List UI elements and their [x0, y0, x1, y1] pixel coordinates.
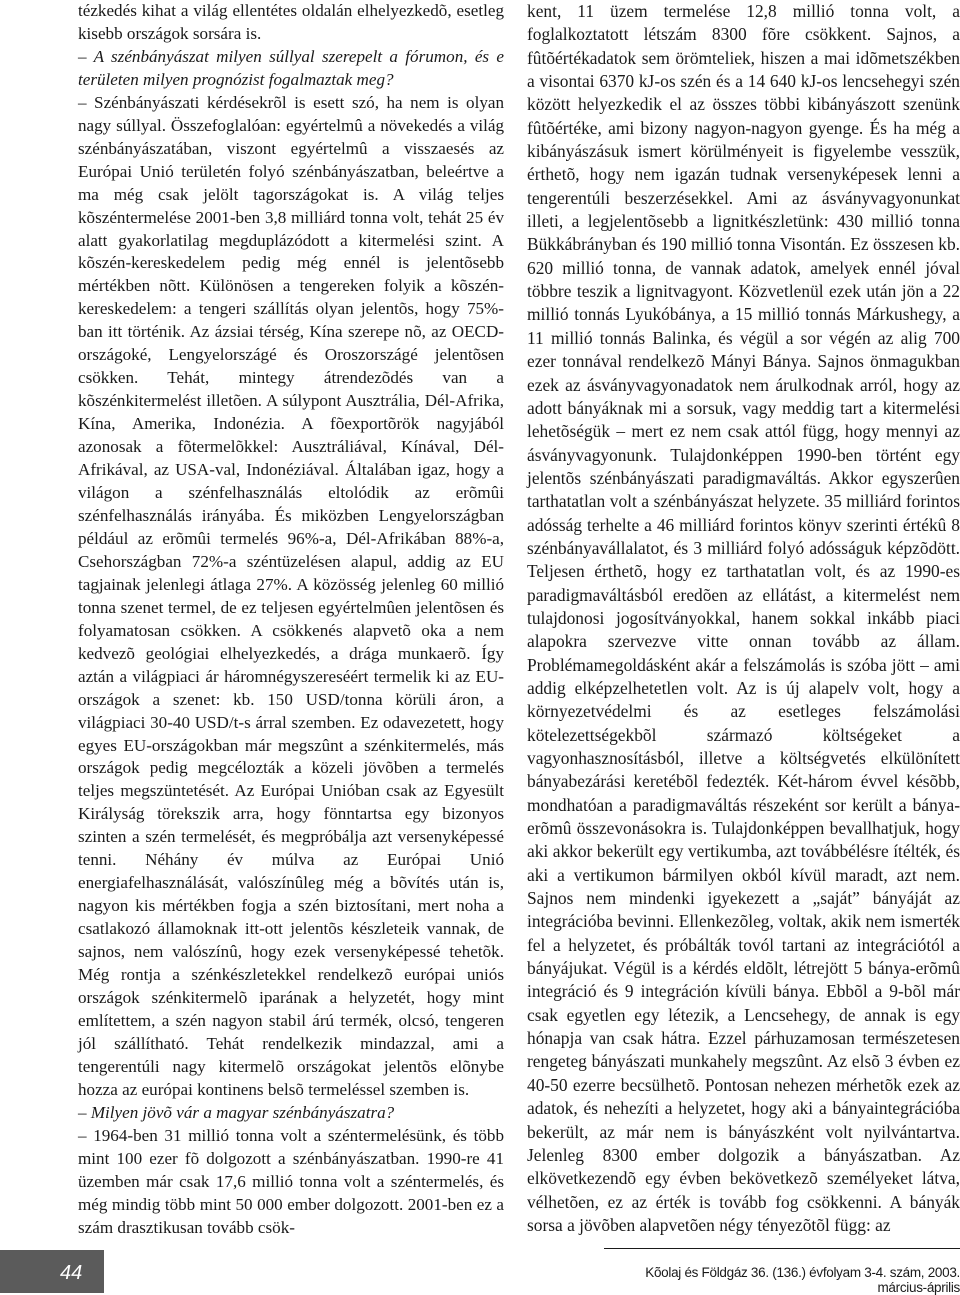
- right-text-column: [527, 0, 960, 1237]
- page-number: 44: [60, 1262, 83, 1284]
- paragraph: – 1964-ben 31 millió tonna volt a széntermelésünk, és több mint 100 ezer fõ dolgozott a szénbányászatban. 1990-re 41 üzemben már csak 17,6 millió tonna volt a széntermelés, és még mindig több mint 50 000 ember dolgozott. 2001-ben ez a szám drasztikusan tovább csök-: [78, 1125, 504, 1237]
- footer-rule: [604, 1248, 960, 1249]
- paragraph: kent, 11 üzem termelése 12,8 millió tonna volt, a foglalkoztatott létszám 8300 fõre csökkent. Sajnos, a fûtõértékadatok sem örömteliek, hiszen a mai idõmetszékben a visontai 6370 kJ-os szén és a 14 640 kJ-os lencsehegyi szén között helyezkedik el az összes többi kibányászott szenünk fûtõértéke, ami bizony nagyon-nagyon gyenge. És ha még a kibányászásuk ismert körülményeit is figyelembe vesszük, érthetõ, hogy nem igazán tudnak versenyképesek lenni a tengerentúli beszerzésekkel. Ami az ásványvagyonunkat illeti, a legjelentõsebb a lignitkészletünk: 430 millió tonna Bükkábrányban és 190 millió tonna Visontán. Ez összesen kb. 620 millió tonna, de vannak adatok, amelyek ennél jóval többre teszik a lignitvagyont. Közvetlenül ezek után jön a 22 millió tonnás Lyukóbánya, a 15 millió tonnás Márkushegy, a 11 millió tonnás Balinka, és végül a sor végén az alig 700 ezer tonnával rendelkezõ Mányi Bánya. Sajnos önmagukban ezek az ásványvagyonadatok nem árulkodnak arról, hogy az adott bányáknak mi a sorsuk, vagy meddig tart a kitermelési lehetõségük – mert ez nem csak attól függ, hogy mennyi az ásványvagyonunk. Tulajdonképpen 1990-ben történt egy jelentõs szénbányászati paradigmaváltás. Akkor egyszerûen tarthatatlan volt a szénbányászat helyzete. 35 milliárd forintos adósság terhelte a 46 milliárd forintos könyv szerinti értékû 8 szénbányavállalatot, és 3 milliárd folyó adósságuk képzõdött. Teljesen érthetõ, hogy ez tarthatatlan volt, és az 1990-es paradigmaváltásból eredõen az ellátást, a kitermelést nem tulajdonosi jogosítványokkal, hanem sokkal inkább piaci alapokra szervezve vitte onnan tovább az állam. Problémamegoldásként akár a felszámolás is szóba jött – ami addig elképzelhetetlen volt. Az is új alapelv volt, hogy a környezetvédelmi és az esetleges felszámolási kötelezettségekbõl származó költségeket a vagyonhasznosításból, illetve a költségvetés elkülönített bányabezárási keretébõl fedezték. Két-három évvel késõbb, mondhatóan a paradigmaváltás részeként sor került a bánya-erõmû összevonásokra is. Tulajdonképpen bevallhatjuk, hogy aki akkor bekerült egy vertikumba, azt továbbélésre ítélték, és aki a vertikumon bármilyen okból kívül maradt, azt nem. Sajnos nem mindenki igyekezett a „saját” bányáját az integrációba bevinni. Ellenkezõleg, voltak, akik nem ismerték fel a helyzetet, és próbálták tovól tartani az integrációtól a bányájukat. Végül is a kérdés eldõlt, létrejött 5 bánya-erõmû integráció és 9 integráción kívüli bánya. Ebbõl a 9-bõl már csak egyetlen egy létezik, a Lencsehegy, de annak is egy hónapja van csak hátra. Ezzel párhuzamosan természetesen rengeteg bányászati munkahely megszûnt. Az elsõ 3 évben ez 40-50 ezerre becsülhetõ. Pontosan nehezen mérhetõk ezek az adatok, és nehezíti a helyzetet, hogy aki a bányaintegrációba bekerült, az már nem is bányászként volt nyilvántartva. Jelenleg 8300 ember dolgozik a bányászatban. Az elkövetkezendõ egy évben bekövetkezõ személyeket látva, vélhetõen, ez az érték is tovább fog csökkenni. A bányák sorsa a jövõben alapvetõen négy tényezõtõl függ: az: [527, 1, 960, 1235]
- interview-question: – Milyen jövõ vár a magyar szénbányászatra?: [78, 1102, 395, 1122]
- journal-citation: Kõolaj és Földgáz 36. (136.) évfolyam 3-4. szám, 2003. március-április: [645, 1265, 960, 1295]
- left-text-column: [78, 0, 504, 1239]
- interview-question: – A szénbányászat milyen súllyal szerepelt a fórumon, és e területen milyen prognózist fogalmaztak meg?: [78, 46, 504, 89]
- paragraph: tézkedés kihat a világ ellentétes oldalán elhelyezkedõ, esetleg kisebb országok sorsára is.: [78, 1, 504, 43]
- paragraph: – Szénbányászati kérdésekrõl is esett szó, ha nem is olyan nagy súllyal. Összefoglalóan: egyértelmû a növekedés a világ szénbányászatában, viszont egyértelmû a visszaesés az Európai Unió területén folyó szénbányászatban, beleértve a ma még csak jelölt tagországokat is. A világ teljes kõszéntermelése 2001-ben 3,8 milliárd tonna volt, tehát 25 év alatt gyakorlatilag megduplázódott a kitermelési szint. A kõszén-kereskedelem pedig még ennél is jelentõsebb mértékben nõtt. Különösen a tengereken folyik a kõszén-kereskedelem: a tengeri szállítás olyan jelentõs, hogy 75%-ban itt történik. Az ázsiai térség, Kína szerepe nõ, az OECD-országoké, Lengyelországé és Oroszországé jelentõsen csökken. Tehát, mintegy átrendezõdés van a kõszénkitermelést illetõen. A súlypont Ausztrália, Dél-Afrika, Kína, Amerika, Indonézia. A fõexportõrök nagyjából azonosak a fõtermelõkkel: Ausztráliával, Kínával, Dél-Afrikával, az USA-val, Indonéziával. Általában igaz, hogy a világon a szénfelhasználás eltolódik az erõmûi szénfelhasználás irányába. És miközben Lengyelországban például az erõmûi termelés 96%-a, Dél-Afrikában 88%-a, Csehországban 72%-a széntüzelésen alapul, addig az EU tagjainak jelenlegi átlaga 27%. A közösség jelenleg 60 millió tonna szenet termel, de ez teljesen egyértelmûen jelentõsen és folyamatosan csökken. A csökkenés alapvetõ oka a nem kedvezõ geológiai elhelyezkedés, a drága munkaerõ. Így aztán a világpiaci ár háromnégyszereséért termelik ki az EU-országok a szenet: kb. 150 USD/tonna körüli áron, a világpiaci 30-40 USD/t-s árral szemben. Ez odavezetett, hogy egyes EU-országokban már megszûnt a szénkitermelés, más országok pedig megcélozták a közeli jövõben a termelés teljes megszüntetését. Az Európai Unióban csak az Egyesült Királyság törekszik arra, hogy fönntartsa egy bizonyos szinten a szén termelését, és megpróbálja azt versenyképessé tenni. Néhány év múlva az Európai Unió energiafelhasználását, valószínûleg még a bõvítés után is, nagyon kis mértékben fogja a szén biztosítani, mert noha a csatlakozó államoknak itt-ott jelentõs készleteik vannak, de sajnos, nem valószínû, hogy ezek versenyképessé tehetõk. Még rontja a szénkészletekkel rendelkezõ európai uniós országok szénkitermelõ iparának a helyzetét, hogy mint említettem, a szén nagyon stabil árú termék, olcsó, tengeren jól szállítható. Tehát rendelkezik mindazzal, ami a tengerentúli nagy kitermelõ országokat jelentõs elõnybe hozza az európai kontinens belsõ termeléssel szemben is.: [78, 92, 504, 1099]
